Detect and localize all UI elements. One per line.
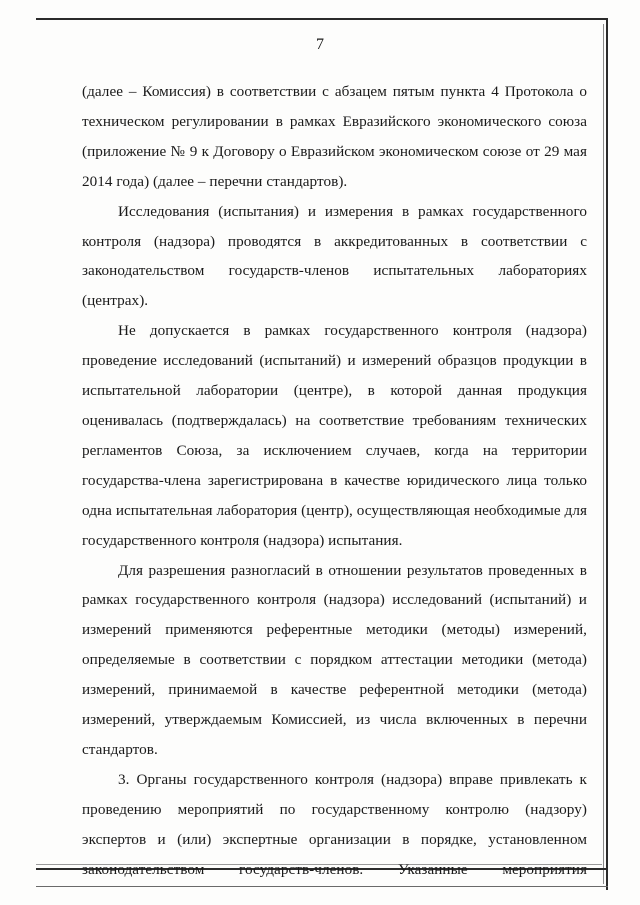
paragraph-lab-restriction: Не допускается в рамках государственного контроля (надзора) проведение исследований (испытаний) и измерений образцов продукции в испытательной лаборатории (центре), в которой данная продукция оценивалась (подтверждалась) на соответствие требованиям технических регламентов Союза, за исключением случаев, когда на территории государства-члена зарегистрирована в качестве юридического лица только одна испытательная лаборатория (центр), осуществляющая необходимые для государственного контроля (надзора) испытания. xyxy=(82,322,587,549)
page-frame-right-border xyxy=(606,18,608,890)
paragraph-research-accredited-labs: Исследования (испытания) и измерения в рамках государственного контроля (надзора) проводятся в аккредитованных в соответствии с законодательством государств-членов испытательных лабораториях (центрах). xyxy=(82,202,587,310)
paragraph-reference-methods: Для разрешения разногласий в отношении результатов проведенных в рамках государственного контроля (надзора) исследований (испытаний) и измерений применяются референтные методики (методы) измерений, определяемые в соответствии с порядком аттестации методики (метода) измерений, принимаемой в качестве референтной методики (метода) измерений, утверждаемым Комиссией, из числа включенных в перечни стандартов. xyxy=(82,561,587,758)
paragraph-commission-continuation: (далее – Комиссия) в соответствии с абзацем пятым пункта 4 Протокола о техническом регулировании в рамках Евразийского экономического союза (приложение № 9 к Договору о Евразийском экономическом союзе от 29 мая 2014 года) (далее – перечни стандартов). xyxy=(82,83,587,190)
page-frame-top-border xyxy=(36,18,608,20)
document-body xyxy=(82,77,587,884)
page-number: 7 xyxy=(316,36,324,53)
paragraph-experts-involvement: 3. Органы государственного контроля (надзора) вправе привлекать к проведению мероприятий по государственному контролю (надзору) экспертов и (или) экспертные организации в порядке, установленном законодательством государств-членов. Указанные мероприятия xyxy=(82,770,587,878)
page-frame-right-shadow xyxy=(603,24,604,884)
page-frame-bottom-outer-line xyxy=(36,886,608,887)
